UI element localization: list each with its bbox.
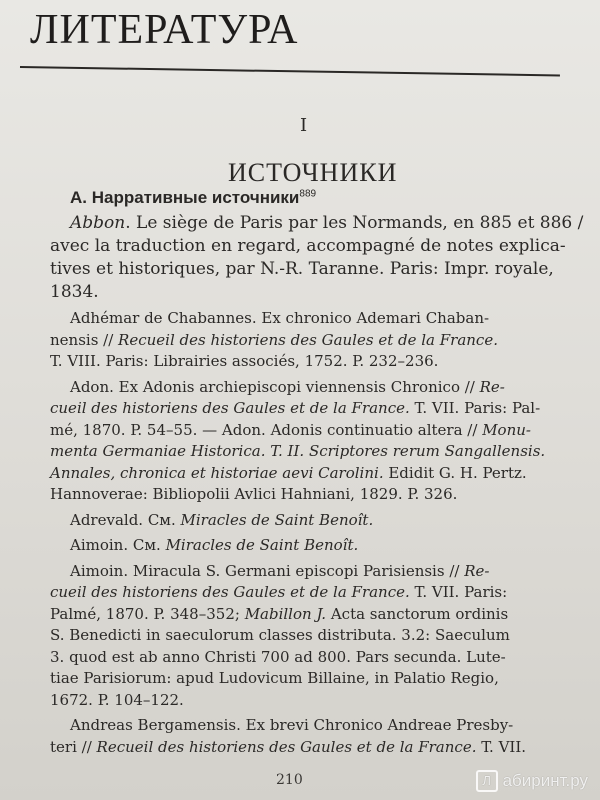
section-title: ИСТОЧНИКИ bbox=[228, 158, 398, 187]
entry-line: nensis // Recueil des historiens des Gaules et de la France. bbox=[50, 330, 498, 349]
entry-line: cueil des historiens des Gaules et de la France. T. VII. Paris: bbox=[50, 583, 508, 601]
entry-line: 3. quod est ab anno Christi 700 ad 800. Pars secunda. Lute- bbox=[50, 647, 506, 666]
entry-line: tiae Parisiorum: apud Ludovicum Billaine, in Palatio Regio, bbox=[50, 669, 499, 687]
entry-line: menta Germaniae Historica. T. II. Scriptores rerum Sangallensis. bbox=[50, 442, 546, 460]
bibliography-entry bbox=[50, 510, 580, 532]
entry-line: Annales, chronica et historiae aevi Carolini. Edidit G. H. Pertz. bbox=[50, 463, 527, 482]
subsection-title bbox=[70, 188, 316, 208]
section-number: I bbox=[300, 115, 308, 136]
bibliography-list bbox=[50, 212, 584, 762]
entry-line: Adhémar de Chabannes. Ex chronico Ademari Chaban- bbox=[70, 309, 490, 327]
labirint-logo-icon: Л bbox=[476, 770, 498, 792]
entry-line: cueil des historiens des Gaules et de la France. T. VII. Paris: Pal- bbox=[50, 399, 541, 417]
labirint-watermark bbox=[476, 770, 588, 792]
chapter-title: ЛИТЕРАТУРА bbox=[30, 7, 299, 53]
entry-line: Abbon. Le siège de Paris par les Normands, en 885 et 886 / bbox=[70, 213, 584, 233]
entry-line: 1672. P. 104–122. bbox=[50, 690, 184, 709]
entry-line: Aimoin. Miracula S. Germani episcopi Parisiensis // Re- bbox=[70, 561, 490, 580]
entry-line: Palmé, 1870. P. 348–352; Mabillon J. Acta sanctorum ordinis bbox=[50, 604, 509, 623]
entry-line: avec la traduction en regard, accompagné de notes explica- bbox=[50, 236, 566, 256]
page-number: 210 bbox=[276, 772, 303, 788]
entry-line: 1834. bbox=[50, 282, 99, 302]
watermark-text: абиринт.ру bbox=[502, 771, 588, 790]
bibliography-entry bbox=[50, 377, 580, 506]
entry-line: S. Benedicti in saeculorum classes distributa. 3.2: Saeculum bbox=[50, 626, 510, 644]
entry-line: Adon. Ex Adonis archiepiscopi viennensis Chronico // Re- bbox=[70, 377, 505, 396]
entry-line: Aimoin. См. Miracles de Saint Benoît. bbox=[70, 536, 359, 554]
bibliography-entry bbox=[50, 561, 580, 712]
bibliography-entry bbox=[50, 535, 580, 557]
entry-line: mé, 1870. P. 54–55. — Adon. Adonis continuatio altera // Monu- bbox=[50, 420, 531, 439]
title-underline bbox=[20, 66, 560, 76]
bibliography-entry bbox=[50, 308, 580, 373]
entry-line: teri // Recueil des historiens des Gaules et de la France. T. VII. bbox=[50, 737, 527, 756]
footnote-marker: 889 bbox=[299, 188, 317, 200]
entry-line: Andreas Bergamensis. Ex brevi Chronico Andreae Presby- bbox=[70, 716, 514, 734]
entry-line: tives et historiques, par N.-R. Taranne. Paris: Impr. royale, bbox=[50, 259, 554, 279]
entry-line: Hannoverae: Bibliopolii Avlici Hahniani, 1829. P. 326. bbox=[50, 485, 458, 503]
bibliography-entry bbox=[50, 715, 580, 758]
entry-line: Adrevald. См. Miracles de Saint Benoît. bbox=[70, 510, 374, 529]
subsection-title-text: А. Нарративные источники bbox=[70, 188, 300, 207]
bibliography-entry bbox=[50, 212, 584, 304]
entry-line: T. VIII. Paris: Librairies associés, 1752. P. 232–236. bbox=[50, 352, 439, 370]
